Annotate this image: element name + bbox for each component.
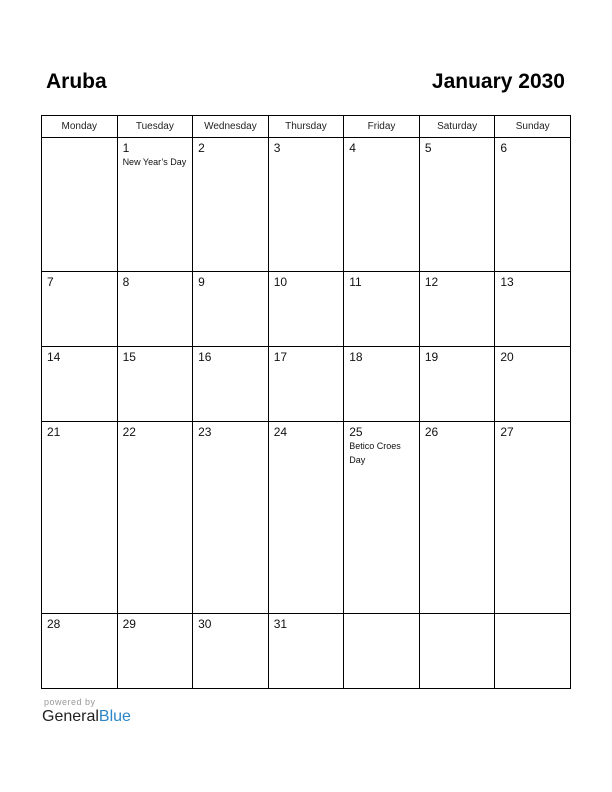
day-cell — [42, 346, 118, 421]
day-cell — [268, 421, 344, 613]
day-cell — [495, 421, 571, 613]
holiday-label: New Year’s Day — [122, 157, 187, 167]
day-cell — [42, 138, 118, 272]
day-cell — [268, 138, 344, 272]
week-row — [42, 421, 571, 613]
day-cell — [344, 613, 420, 688]
day-number: 29 — [122, 616, 136, 631]
day-number: 5 — [424, 141, 432, 155]
day-number: 8 — [122, 274, 130, 289]
day-cell — [117, 271, 193, 346]
day-number: 27 — [500, 424, 514, 439]
day-cell — [495, 271, 571, 346]
weekday-header-row — [42, 116, 571, 138]
day-cell — [344, 138, 420, 272]
weekday-header: Saturday — [419, 116, 495, 138]
day-number: 28 — [47, 616, 61, 631]
generalblue-logo[interactable] — [42, 708, 131, 726]
day-number: 20 — [500, 349, 514, 364]
day-number: 4 — [349, 141, 356, 155]
day-cell — [344, 271, 420, 346]
day-number: 13 — [500, 274, 514, 289]
day-cell — [344, 421, 420, 613]
day-number: 16 — [198, 349, 212, 364]
weekday-header: Sunday — [495, 116, 571, 138]
day-cell — [268, 271, 344, 346]
day-cell — [117, 613, 193, 688]
day-cell — [268, 346, 344, 421]
day-number: 14 — [47, 349, 61, 364]
day-cell — [117, 421, 193, 613]
day-number: 23 — [198, 424, 212, 439]
month-title: January 2030 — [431, 70, 565, 93]
day-cell — [268, 613, 344, 688]
day-number: 31 — [273, 616, 288, 631]
day-number: 24 — [273, 424, 288, 439]
week-row — [42, 271, 571, 346]
country-title: Aruba — [46, 70, 107, 93]
weekday-header: Thursday — [268, 116, 344, 138]
day-number: 9 — [198, 274, 205, 289]
day-cell — [193, 271, 269, 346]
day-number: 11 — [349, 274, 362, 289]
day-number: 2 — [198, 141, 205, 155]
powered-by-label: powered by — [44, 697, 96, 707]
day-number: 19 — [424, 349, 439, 364]
logo-text-blue: Blue — [98, 708, 131, 725]
logo-text-general: General — [42, 708, 99, 725]
day-number: 18 — [349, 349, 363, 364]
day-cell — [193, 613, 269, 688]
holiday-label: Betico Croes Day — [349, 440, 401, 465]
week-row — [42, 346, 571, 421]
calendar-grid — [41, 115, 571, 689]
day-cell — [193, 421, 269, 613]
day-number: 26 — [424, 424, 439, 439]
day-cell — [495, 613, 571, 688]
week-row — [42, 138, 571, 272]
weekday-header: Wednesday — [193, 116, 269, 138]
day-number: 12 — [424, 274, 439, 289]
day-cell — [495, 138, 571, 272]
day-cell — [42, 271, 118, 346]
weekday-header: Tuesday — [117, 116, 193, 138]
day-number: 22 — [122, 424, 136, 439]
day-cell — [419, 346, 495, 421]
day-cell — [419, 138, 495, 272]
day-number: 3 — [273, 141, 281, 155]
day-number: 10 — [273, 274, 288, 289]
day-cell — [419, 271, 495, 346]
day-cell — [495, 346, 571, 421]
weekday-header: Friday — [344, 116, 420, 138]
day-number: 6 — [500, 141, 508, 155]
day-number: 1 — [122, 141, 130, 155]
week-row — [42, 613, 571, 688]
day-number: 25 — [349, 424, 363, 439]
day-number: 30 — [198, 616, 212, 631]
day-number: 7 — [47, 274, 54, 289]
day-cell — [193, 346, 269, 421]
day-cell — [419, 421, 495, 613]
day-number: 21 — [47, 424, 61, 439]
day-cell — [117, 346, 193, 421]
weekday-header: Monday — [42, 116, 118, 138]
day-number: 17 — [273, 349, 288, 364]
day-cell — [42, 421, 118, 613]
day-cell — [419, 613, 495, 688]
day-number: 15 — [122, 349, 136, 364]
day-cell — [193, 138, 269, 272]
day-cell — [344, 346, 420, 421]
day-cell — [117, 138, 193, 272]
day-cell — [42, 613, 118, 688]
